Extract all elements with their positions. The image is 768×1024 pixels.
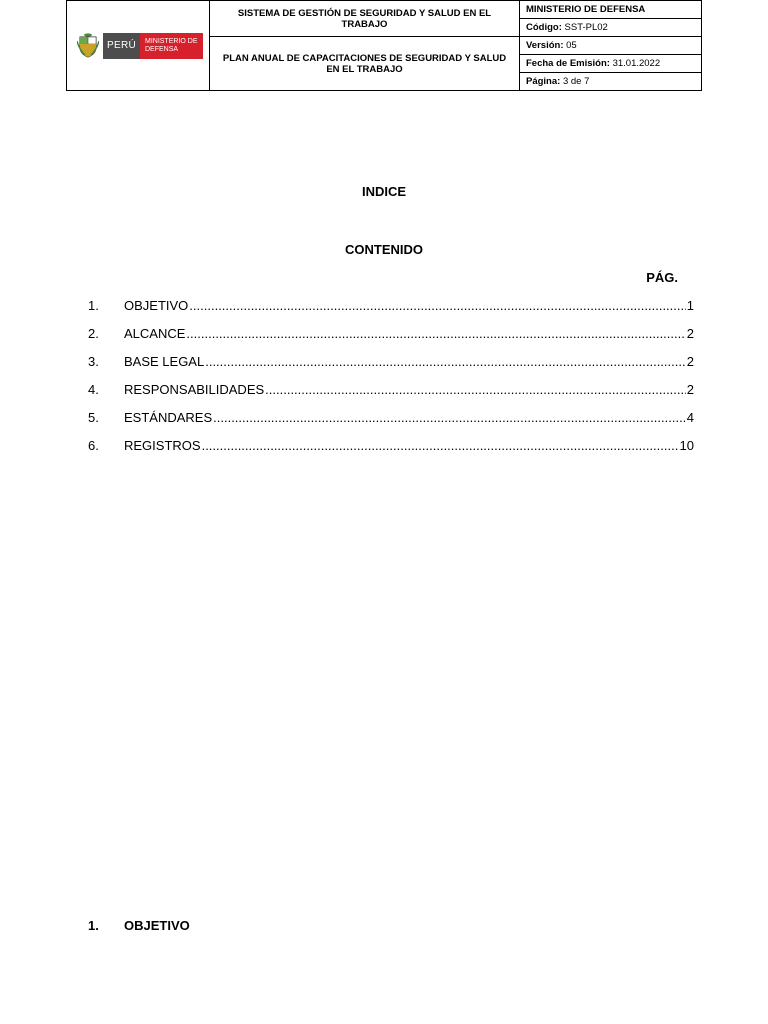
ministry-name: MINISTERIO DE DEFENSA [520,1,702,19]
toc-label: ALCANCE [124,326,186,341]
toc-entry[interactable] [88,298,694,326]
toc-number: 4. [88,382,99,397]
issue-date: Fecha de Emisión: 31.01.2022 [520,55,702,73]
document-version: Versión: 05 [520,37,702,55]
page-number: Página: 3 de 7 [520,73,702,91]
index-title: INDICE [361,184,407,199]
toc-leader [265,382,686,397]
toc-leader [186,326,685,341]
toc-page: 4 [686,410,694,425]
coat-of-arms-icon [77,33,99,59]
toc-number: 6. [88,438,99,453]
section-number: 1. [88,918,99,933]
section-title: OBJETIVO [124,918,190,933]
toc-leader [213,410,686,425]
toc-page: 2 [686,354,694,369]
toc-label: ESTÁNDARES [124,410,213,425]
toc-page: 10 [679,438,694,453]
toc-leader [202,438,679,453]
section-heading [88,918,190,933]
toc-entry[interactable] [88,382,694,410]
toc-entry[interactable] [88,354,694,382]
logo-peru: PERÚ [103,33,140,59]
toc-page: 1 [686,298,694,313]
toc-page: 2 [686,326,694,341]
toc-leader [189,298,685,313]
table-of-contents [88,298,694,466]
document-header [66,0,702,91]
toc-entry[interactable] [88,438,694,466]
toc-number: 5. [88,410,99,425]
toc-entry[interactable] [88,410,694,438]
toc-label: REGISTROS [124,438,201,453]
plan-title: PLAN ANUAL DE CAPACITACIONES DE SEGURIDAD Y SALUD EN EL TRABAJO [210,37,520,91]
toc-label: OBJETIVO [124,298,189,313]
logo-cell [67,1,210,91]
toc-page: 2 [686,382,694,397]
toc-number: 3. [88,354,99,369]
toc-number: 2. [88,326,99,341]
page-column-header: PÁG. [646,270,678,285]
toc-number: 1. [88,298,99,313]
toc-entry[interactable] [88,326,694,354]
logo-ministry-line1: MINISTERIO DE [144,37,198,45]
logo-ministry-line2: DEFENSA [144,45,179,53]
document-code: Código: SST-PL02 [520,19,702,37]
toc-label: RESPONSABILIDADES [124,382,265,397]
contents-title: CONTENIDO [345,242,423,257]
toc-label: BASE LEGAL [124,354,205,369]
logo-ministry [140,33,203,59]
toc-leader [205,354,686,369]
system-title: SISTEMA DE GESTIÓN DE SEGURIDAD Y SALUD EN EL TRABAJO [210,1,520,37]
ministry-logo [77,31,203,61]
